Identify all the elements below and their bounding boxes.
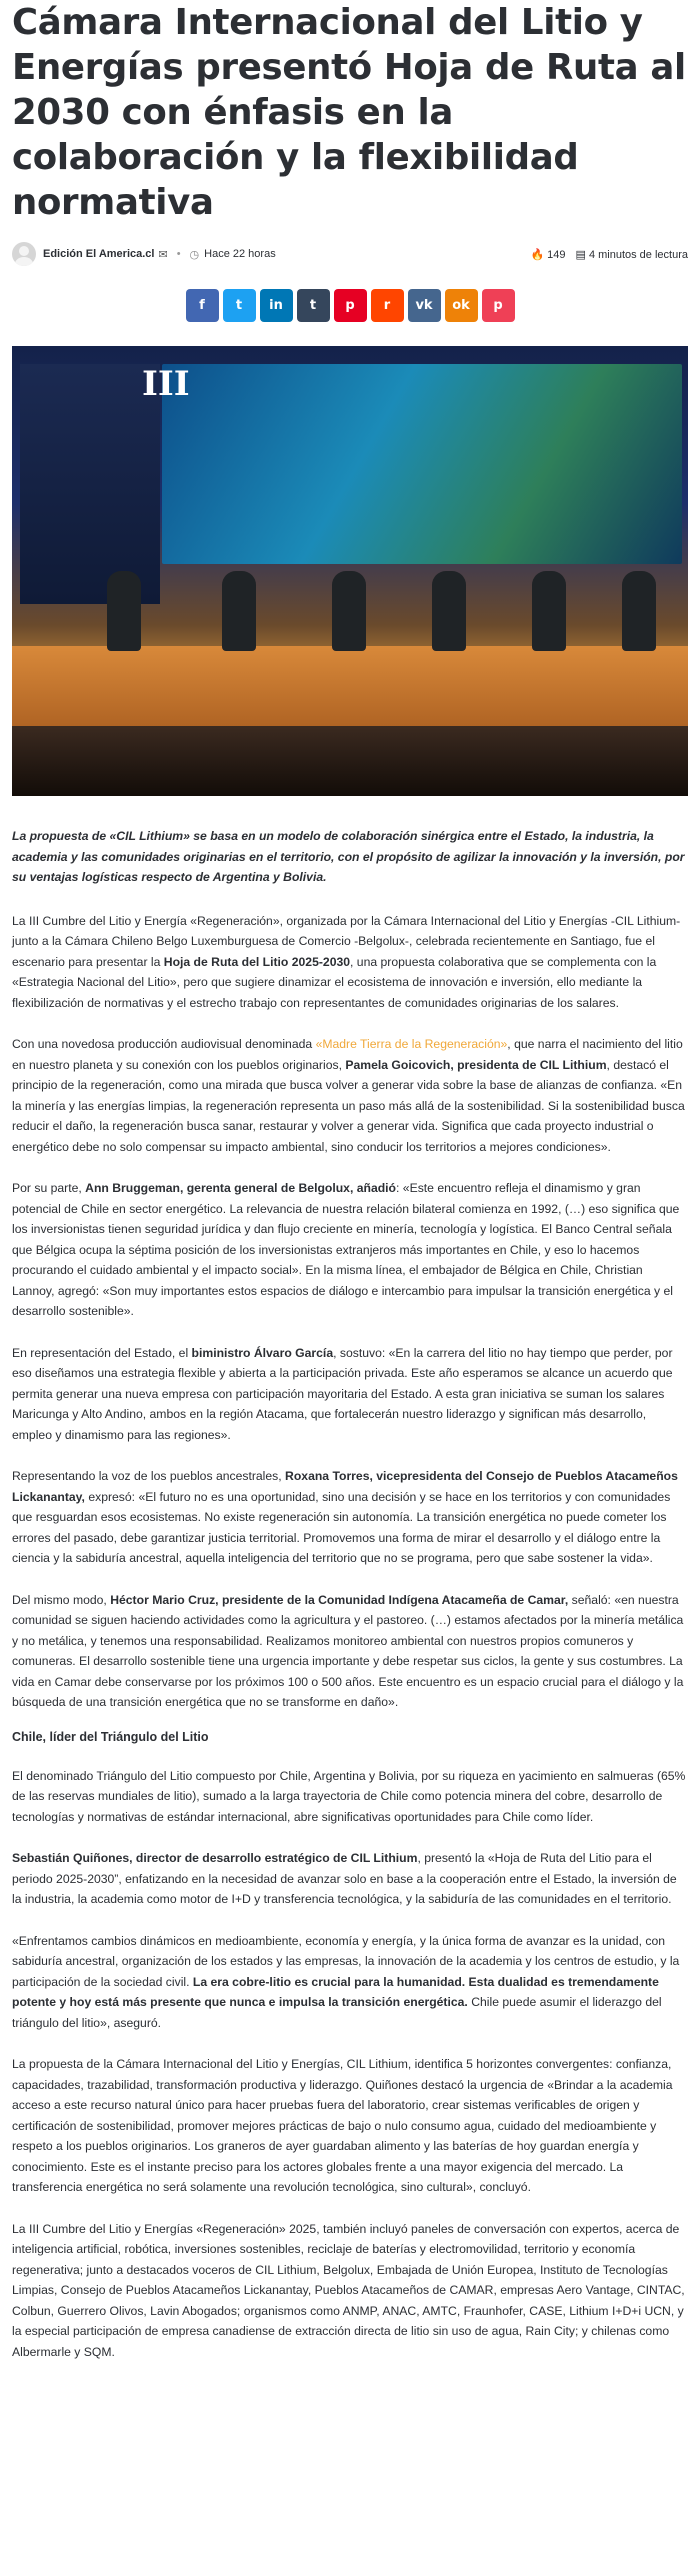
hero-screen-left bbox=[20, 364, 160, 604]
text: Del mismo modo, bbox=[12, 1592, 111, 1607]
pocket-icon: p bbox=[493, 298, 503, 313]
text: , presentó la «Hoja de Ruta del Litio para el periodo 2025-2030”, enfatizando en la necesidad de avanzar solo en base a la cooperación entre el Estado, la inversión de la industria, la academia como motor de I+D y transferencia tecnológica, y la sabiduría de las comunidades en el territorio. bbox=[12, 1851, 677, 1906]
fire-icon: 🔥 bbox=[530, 248, 545, 261]
paragraph-4 bbox=[12, 1343, 688, 1446]
text: , que narra el nacimiento del litio en nuestro planeta y su conexión con los pueblos originarios, bbox=[12, 1037, 683, 1072]
share-tumblr-button[interactable] bbox=[297, 289, 330, 322]
bold-text: Hoja de Ruta del Litio 2025-2030 bbox=[163, 954, 351, 969]
article-meta bbox=[12, 241, 688, 267]
share-twitter-button[interactable] bbox=[223, 289, 256, 322]
text: señaló: «en nuestra comunidad se siguen haciendo actividades como la agricultura y el pastoreo. (…) estamos afectados por la minería metálica y no metálica, y tenemos una responsabilidad. Realizamos monitoreo ambiental con nuestros propios comuneros y comuneras. El desarrollo sostenible tiene una urgencia importante y debe respetar sus ciclos, la gente y sus costumbres. La vida en Camar debe conservarse por los próximos 100 o 500 años. Este encuentro es un espacio crucial para el diálogo y la búsqueda de una transición energética que no se transforme en daño». bbox=[12, 1592, 684, 1709]
hero-screen bbox=[162, 364, 682, 564]
clock-icon: ◷ bbox=[189, 248, 200, 261]
book-icon: ▤ bbox=[575, 248, 586, 261]
reddit-icon: r bbox=[383, 298, 391, 313]
read-time-value: 4 minutos de lectura bbox=[588, 248, 688, 261]
author-name[interactable]: Edición El America.cl bbox=[43, 248, 155, 260]
text: : «Este encuentro refleja el dinamismo y gran potencial de Chile en sector energético. La relevancia de nuestra relación bilateral comienza en 1992, (…) eso significa que los inversionistas tienen seguridad jurídica y dan flujo creciente en minería, tecnología y logística. El Banco Central señala que Bélgica ocupa la séptima posición de los inversionistas extranjeros más importantes en Chile, y eso lo hacemos procurando el cuidado ambiental y el impacto social». En la misma línea, el embajador de Bélgica en Chile, Christian Lannoy, agregó: «Son muy importantes estos espacios de diálogo e intercambio para impulsar la transición energética y el desarrollo sostenible». bbox=[12, 1181, 680, 1318]
hero-stage bbox=[12, 646, 688, 726]
video-link[interactable]: «Madre Tierra de la Regeneración» bbox=[315, 1037, 508, 1051]
twitter-icon: t bbox=[235, 298, 243, 313]
share-pinterest-button[interactable] bbox=[334, 289, 367, 322]
bold-text: Roxana Torres, vicepresidenta del Consejo de Pueblos Atacameños Lickanantay, bbox=[12, 1469, 678, 1504]
text: expresó: «El futuro no es una oportunidad, sino una decisión y se hace en los territorios y con comunidades que resguardan esos ecosistemas. No existe regeneración sin autonomía. La transición energética no puede cometer los errores del pasado, debe garantizar justicia territorial. Promovemos una forma de mirar el desarrollo y el diálogo entre la ciencia y la sabiduría ancestral, aquella inteligencia del territorio que no se programa, pero que sabe sostener la vida». bbox=[12, 1489, 671, 1565]
pinterest-icon: p bbox=[345, 298, 355, 313]
bold-text: Pamela Goicovich, presidenta de CIL Lithium bbox=[345, 1057, 607, 1072]
text: , destacó el principio de la regeneración, como una mirada que busca volver a generar vida sobre la base de alianzas de confianza. «En la minería y las energías limpias, la regeneración representa un paso más allá de la sostenibilidad. Si la sostenibilidad busca reducir el daño, la regeneración busca sanar, restaurar y volver a generar vida. Significa que cada proyecto industrial o energético debe no solo compensar su impacto ambiental, sino conducir los territorios a mejores condiciones». bbox=[12, 1057, 685, 1154]
hero-panelist bbox=[107, 571, 141, 651]
mail-icon[interactable]: ✉ bbox=[158, 248, 168, 261]
hero-panelist bbox=[432, 571, 466, 651]
share-odnoklassniki-button[interactable] bbox=[445, 289, 478, 322]
linkedin-icon: in bbox=[269, 298, 283, 313]
post-time: Hace 22 horas bbox=[204, 248, 276, 260]
bold-text: La era cobre-litio es crucial para la humanidad. Esta dualidad es tremendamente potente y hoy está más presente que nunca e impulsa la transición energética. bbox=[12, 1974, 659, 2009]
text: Por su parte, bbox=[12, 1181, 86, 1195]
article-title: Cámara Internacional del Litio y Energías presentó Hoja de Ruta al 2030 con énfasis en la colaboración y la flexibilidad normativa bbox=[12, 2, 686, 223]
share-facebook-button[interactable] bbox=[186, 289, 219, 322]
text: Representando la voz de los pueblos ancestrales, bbox=[12, 1469, 286, 1483]
paragraph-11: La III Cumbre del Litio y Energías «Regeneración» 2025, también incluyó paneles de conversación con expertos, acerca de inteligencia artificial, robótica, inversiones sostenibles, reciclaje de baterías y electromovilidad, territorio y economía regenerativa; junto a destacados voceros de CIL Lithium, Belgolux, Embajada de Unión Europea, Instituto de Tecnologías Limpias, Consejo de Pueblos Atacameños Lickanantay, Pueblos Atacameños de CAMAR, empresas Aero Vantage, CINTAC, Colbun, Guerrero Olivos, Lavin Abogados; organismos como ANMP, ANAC, AMTC, Fraunhofer, CASE, Lithium I+D+i UCN, y la especial participación de empresa canadiense de extracción directa de litio sin uso de agua, Rain City; y chilenas como Albermarle y SQM. bbox=[12, 2221, 685, 2359]
paragraph-7: El denominado Triángulo del Litio compuesto por Chile, Argentina y Bolivia, por su riqueza en yacimiento en salmueras (65% de las reservas mundiales de litio), sumado a la larga trayectoria de Chile como potencia minera del cobre, desarrollo de tecnologías y normativas de estándar internacional, abre significativas oportunidades para Chile como líder. bbox=[12, 1768, 686, 1824]
hero-panelist bbox=[532, 571, 566, 651]
text: Chile puede asumir el liderazgo del triángulo del litio», aseguró. bbox=[12, 1995, 662, 2030]
article-lede: La propuesta de «CIL Lithium» se basa en un modelo de colaboración sinérgica entre el Estado, la industria, la academia y las comunidades originarias en el territorio, con el propósito de agilizar la innovación y la inversión, por su ventajas logísticas respecto de Argentina y Bolivia. bbox=[12, 829, 685, 884]
share-vk-button[interactable] bbox=[408, 289, 441, 322]
share-reddit-button[interactable] bbox=[371, 289, 404, 322]
share-linkedin-button[interactable] bbox=[260, 289, 293, 322]
facebook-icon: f bbox=[199, 298, 205, 313]
odnoklassniki-icon: ok bbox=[452, 298, 470, 313]
share-bar bbox=[12, 289, 688, 323]
text: «Enfrentamos cambios dinámicos en medioambiente, economía y energía, y la única forma de avanzar es la unidad, con sabiduría ancestral, organización de los estados y las empresas, la innovación de la academia y los centros de estudio, y la participación de la sociedad civil. bbox=[12, 1933, 680, 1989]
bold-text: Héctor Mario Cruz, presidente de la Comunidad Indígena Atacameña de Camar, bbox=[110, 1592, 569, 1607]
hero-audience bbox=[12, 726, 688, 796]
author-avatar[interactable] bbox=[12, 242, 36, 266]
text: En representación del Estado, el bbox=[12, 1345, 192, 1360]
text: Con una novedosa producción audiovisual denominada bbox=[12, 1037, 316, 1051]
views-value: 149 bbox=[547, 248, 566, 261]
tumblr-icon: t bbox=[309, 298, 317, 313]
section-heading: Chile, líder del Triángulo del Litio bbox=[12, 1729, 209, 1744]
share-pocket-button[interactable] bbox=[482, 289, 515, 322]
meta-stats bbox=[530, 248, 688, 261]
text: , sostuvo: «En la carrera del litio no hay tiempo que perder, por eso diseñamos una estrategia flexible y abierta a la participación privada. Este año esperamos se alcance un acuerdo que permita generar una nueva empresa con participación mayoritaria del Estado. A esta gran iniciativa se suman los salares Maricunga y Alto Andino, ambos en la región Atacama, que fortalecerán nuestro liderazgo y significan más desarrollo, empleo y dinamismo para las regiones». bbox=[12, 1345, 673, 1442]
paragraph-5 bbox=[12, 1466, 688, 1569]
views-count bbox=[530, 248, 565, 261]
meta-separator: • bbox=[176, 248, 181, 260]
paragraph-6 bbox=[12, 1590, 688, 1713]
bold-text: Ann Bruggeman, gerenta general de Belgolux, añadió bbox=[85, 1181, 397, 1195]
bold-text: biministro Álvaro García bbox=[191, 1345, 334, 1360]
bold-text: Sebastián Quiñones, director de desarrollo estratégico de CIL Lithium bbox=[12, 1851, 418, 1865]
vk-icon: vk bbox=[415, 298, 433, 313]
text: , una propuesta colaborativa que se complementa con la «Estrategia Nacional del Litio», pero que sugiere dinamizar el ecosistema de innovación e inversión, ello mediante la flexibilización de normativas y el estrecho trabajo con representantes de comunidades originarias de los salares. bbox=[12, 954, 657, 1010]
hero-panelist bbox=[222, 571, 256, 651]
paragraph-9 bbox=[12, 1931, 688, 2034]
paragraph-2 bbox=[12, 1034, 688, 1157]
hero-panelist bbox=[332, 571, 366, 651]
paragraph-1 bbox=[12, 911, 688, 1014]
paragraph-8 bbox=[12, 1848, 688, 1910]
read-time bbox=[576, 248, 688, 261]
text: La III Cumbre del Litio y Energía «Regeneración», organizada por la Cámara Internacional del Litio y Energías -CIL Lithium- junto a la Cámara Chileno Belgo Luxemburguesa de Comercio -Belgolux-, celebrada recientemente en Santiago, fue el escenario para presentar la bbox=[12, 913, 681, 969]
hero-logo-mark: III bbox=[142, 364, 190, 404]
paragraph-3 bbox=[12, 1178, 688, 1322]
hero-panelist bbox=[622, 571, 656, 651]
paragraph-10: La propuesta de la Cámara Internacional del Litio y Energías, CIL Lithium, identifica 5 horizontes convergentes: confianza, capacidades, trazabilidad, transformación productiva y liderazgo. Quiñones destacó la urgencia de «Brindar a la academia acceso a este recurso natural único para hacer pruebas fuera del laboratorio, crear sistemas verificables de origen y certificación de sostenibilidad, promover mejores prácticas de bajo o nulo consumo agua, cuidado del medioambiente y respeto a los pueblos originarios. Los graneros de ayer guardaban alimento y las baterías de hoy guardan energía y conocimiento. Este es el instante preciso para los actores globales frente a una mayor exigencia del mercado. La transferencia energética no será solamente una revolución tecnológica, sino cultural», concluyó. bbox=[12, 2057, 673, 2194]
hero-image[interactable] bbox=[12, 346, 688, 796]
